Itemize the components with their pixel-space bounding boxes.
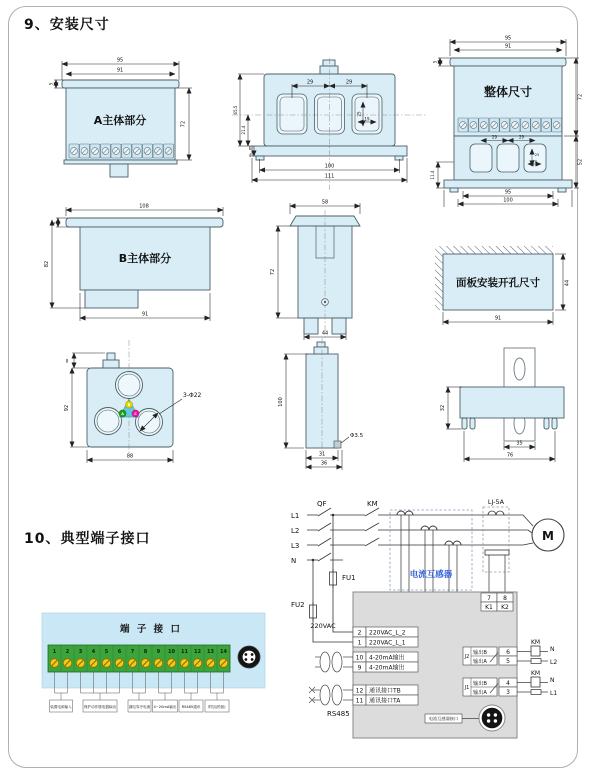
svg-text:4: 4 [91, 649, 96, 655]
svg-text:8: 8 [503, 595, 507, 602]
rs485-label: RS485 [327, 710, 350, 718]
drawing-overall [428, 32, 596, 210]
svg-text:4-20mA输出: 4-20mA输出 [369, 664, 405, 672]
svg-text:K1: K1 [485, 604, 493, 611]
wiring-diagram [285, 495, 585, 776]
dim-label: 29 [306, 79, 314, 86]
svg-text:11: 11 [181, 649, 188, 655]
section10-title: 10、典型端子接口 [24, 531, 151, 547]
svg-text:9: 9 [156, 649, 161, 655]
svg-text:输出A: 输出A [473, 659, 487, 665]
svg-text:J2: J2 [464, 654, 470, 660]
svg-text:12: 12 [194, 649, 201, 655]
dim-label: 95 [504, 35, 512, 42]
dim-label: 72 [577, 93, 584, 101]
dim-label: 21.4 [241, 125, 246, 135]
svg-text:通讯接口TA: 通讯接口TA [369, 697, 401, 705]
b-front-label: B主体部分 [118, 252, 172, 265]
vac-label: 220VAC [310, 622, 336, 630]
dim-label: 5 [432, 60, 438, 64]
dim-label: 100 [324, 163, 335, 170]
terminal-group-labels [50, 700, 230, 712]
svg-text:输出B: 输出B [473, 681, 487, 687]
svg-text:4-20mA输出: 4-20mA输出 [369, 654, 405, 662]
svg-text:N: N [550, 646, 555, 653]
drawing-rail-mount [432, 342, 597, 477]
dim-label: 44 [321, 330, 329, 337]
analog-rows [353, 652, 418, 672]
drawing-b-front [38, 198, 253, 338]
dim-label: 4 [248, 153, 252, 158]
dim-label: 8 [65, 358, 69, 364]
svg-text:电流互感器接口: 电流互感器接口 [428, 716, 459, 722]
svg-text:L2: L2 [550, 659, 558, 666]
power-rows [353, 627, 418, 647]
km-label: KM [367, 500, 378, 508]
cutout-label: 面板安装开孔尺寸 [456, 277, 540, 289]
drawing-a-front [48, 52, 213, 187]
hole-callout: 3-Φ22 [183, 392, 202, 399]
dim-label: 35 [516, 440, 523, 447]
dim-label: 29 [345, 79, 353, 86]
dim-label: 32 [440, 404, 446, 412]
svg-text:4~20mA输出: 4~20mA输出 [153, 704, 177, 709]
dim-label: 65.5 [233, 105, 238, 115]
svg-text:9: 9 [357, 664, 362, 672]
svg-text:漏电零序电流: 漏电零序电流 [128, 704, 151, 709]
dim-label: 95 [504, 189, 512, 196]
svg-text:12: 12 [355, 687, 364, 695]
dim-label: 31 [318, 451, 326, 458]
svg-text:7: 7 [487, 595, 491, 602]
svg-text:10: 10 [355, 654, 364, 662]
dim-label: 100 [503, 197, 513, 204]
dim-label: 72 [270, 268, 276, 276]
svg-text:4: 4 [506, 679, 510, 687]
fu1-label: FU1 [342, 574, 356, 582]
dim-label: 82 [44, 260, 50, 268]
svg-text:10: 10 [168, 649, 175, 655]
svg-text:附加(预留): 附加(预留) [208, 704, 226, 709]
phase-a-label: A [121, 412, 124, 416]
lj-label: LJ-5A [487, 498, 505, 506]
dim-label: 5 [48, 82, 54, 86]
dim-label: 58 [321, 199, 329, 206]
dim-label: 6 [248, 146, 252, 151]
dim-label: 91 [494, 315, 502, 322]
svg-text:6: 6 [117, 649, 122, 655]
svg-text:14: 14 [220, 649, 227, 655]
svg-text:J1: J1 [464, 685, 470, 691]
dim-label: 76 [506, 452, 514, 459]
dim-label: 11.4 [430, 170, 435, 180]
svg-text:5: 5 [506, 657, 510, 665]
dim-label: 6 [51, 221, 56, 225]
svg-text:KM: KM [530, 670, 541, 677]
dim-label: 44 [564, 279, 571, 287]
phase-l2-label: L2 [291, 527, 300, 535]
dim-label: 29 [491, 134, 498, 140]
dim-label: 52 [577, 158, 584, 166]
drawing-narrow-side [272, 338, 397, 483]
dim-label: 19 [532, 159, 537, 164]
section9-title: 9、安装尺寸 [24, 17, 110, 33]
comm-rows [353, 685, 418, 705]
ct-label: 电流互感器 [409, 570, 453, 580]
svg-text:7: 7 [130, 649, 135, 655]
svg-text:KM: KM [530, 639, 541, 646]
dim-label: 91 [141, 311, 149, 318]
svg-text:RS485通讯: RS485通讯 [181, 704, 201, 709]
qf-label: QF [317, 500, 327, 508]
dim-label: 25 [356, 111, 362, 117]
dim-label: 111 [324, 173, 335, 180]
terminal-panel [33, 603, 268, 723]
svg-text:220VAC_L_1: 220VAC_L_1 [369, 639, 406, 647]
phase-b-label: B [127, 403, 131, 407]
dim-label: 91 [116, 67, 124, 74]
panel-round-connector [238, 646, 260, 668]
drawing-side [262, 196, 387, 344]
motor-label: M [542, 529, 554, 543]
dim-label: 19 [364, 116, 370, 122]
phase-n-label: N [291, 557, 297, 565]
dim-label: 92 [64, 404, 70, 412]
overall-label: 整体尺寸 [483, 85, 533, 99]
twisted-pair-analog [315, 652, 353, 672]
phase-c-label: C [134, 412, 137, 416]
dim-label: 36 [320, 460, 328, 467]
svg-text:2: 2 [65, 649, 70, 655]
a-front-label: A主体部分 [93, 114, 147, 127]
svg-text:输出B: 输出B [473, 650, 487, 656]
svg-text:6: 6 [506, 648, 510, 656]
dim-label: 91 [504, 43, 512, 50]
dim-label: 108 [139, 203, 149, 210]
panel-title: 端 子 接 口 [120, 624, 182, 635]
svg-text:装置电源输入: 装置电源输入 [50, 704, 72, 709]
dim-label: 100 [278, 397, 284, 407]
svg-text:1: 1 [357, 639, 362, 647]
drawing-bottom-view [52, 338, 242, 483]
svg-text:3: 3 [78, 649, 83, 655]
svg-text:L1: L1 [550, 690, 558, 697]
svg-text:220VAC_L_2: 220VAC_L_2 [369, 629, 406, 637]
lj-coil [485, 511, 509, 593]
drawing-cutout [425, 232, 597, 342]
svg-text:11: 11 [355, 697, 364, 705]
svg-text:N: N [550, 677, 555, 684]
svg-text:通讯接口TB: 通讯接口TB [369, 687, 401, 695]
drawing-rear [232, 58, 427, 203]
dim-label: 25 [534, 153, 540, 157]
svg-text:2: 2 [357, 629, 362, 637]
dim-label: 88 [126, 453, 134, 460]
svg-text:1: 1 [52, 649, 57, 655]
phase-l3-label: L3 [291, 542, 300, 550]
phase-l1-label: L1 [291, 512, 300, 520]
dim-label: 72 [180, 120, 187, 128]
svg-text:5: 5 [104, 649, 109, 655]
hole-note: Φ3.5 [350, 433, 364, 439]
k-terminals [481, 593, 513, 611]
dim-label: 95 [116, 57, 124, 64]
svg-text:保护动作继电器输出: 保护动作继电器输出 [83, 704, 117, 709]
svg-text:3: 3 [506, 688, 510, 696]
dim-label: 29 [518, 134, 525, 140]
svg-text:13: 13 [207, 649, 214, 655]
svg-text:输出A: 输出A [473, 690, 487, 696]
svg-text:8: 8 [143, 649, 148, 655]
svg-text:K2: K2 [501, 604, 509, 611]
twisted-pair-rs485 [309, 685, 353, 705]
fu2-label: FU2 [291, 601, 305, 609]
